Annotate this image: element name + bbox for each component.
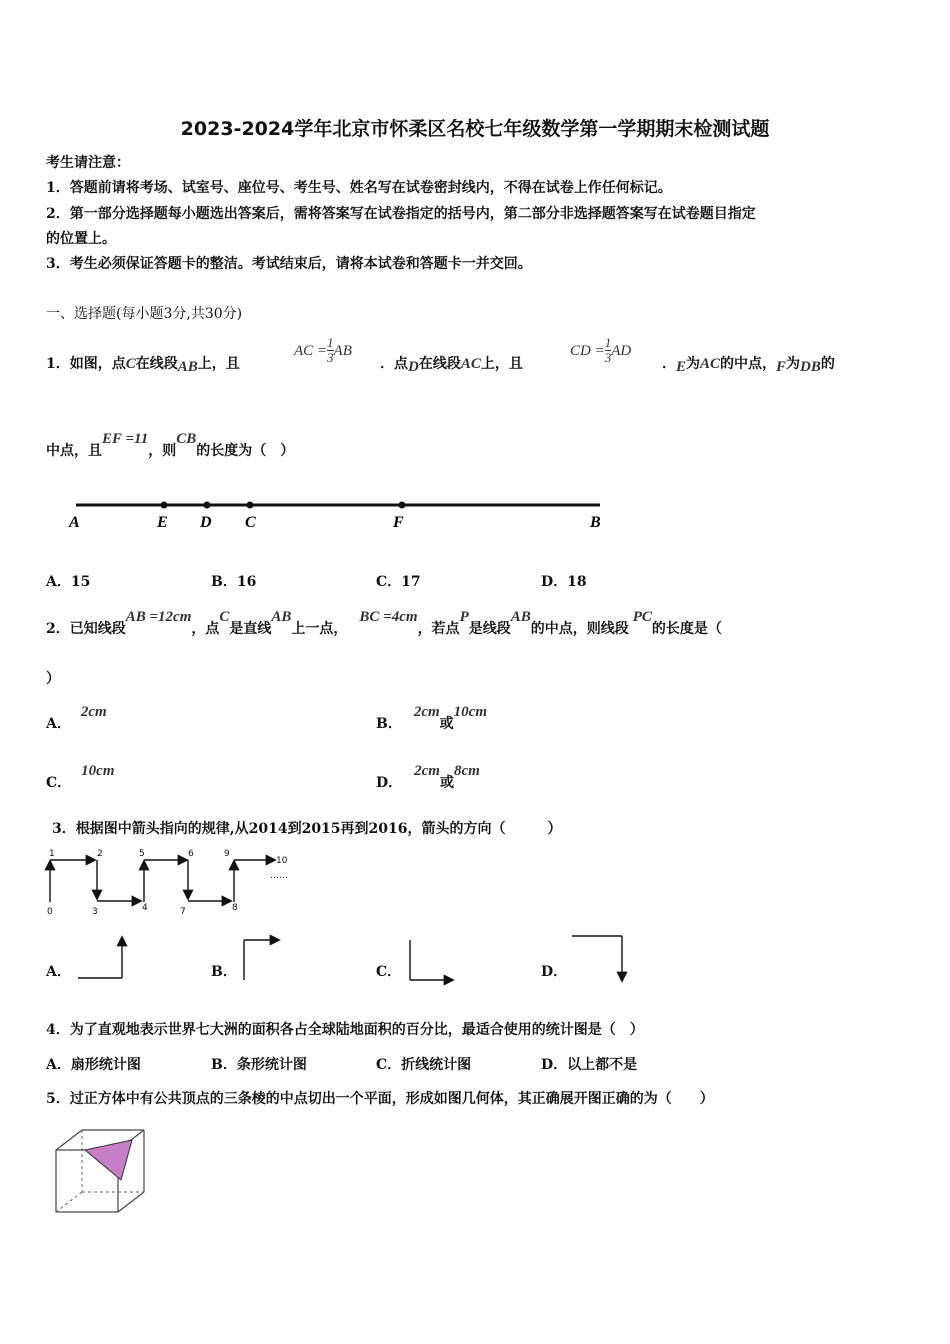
point-label-a: A xyxy=(69,514,80,531)
q4-question: 4．为了直观地表示世界七大洲的面积各占全球陆地面积的百分比，最适合使用的统计图是（ ） xyxy=(46,1022,644,1038)
q4-option-a[interactable]: A．扇形统计图 xyxy=(46,1057,141,1073)
q1-option-b[interactable]: B．16 xyxy=(211,574,257,590)
q1-line1-end: ．E为AC的中点，F为DB的 xyxy=(662,356,835,375)
point-label-f: F xyxy=(393,514,404,531)
q2-option-b[interactable]: B．2cm或10cm xyxy=(376,704,487,732)
q1-segment-figure xyxy=(60,492,620,534)
q3-num-3: 3 xyxy=(92,907,98,917)
q5-question: 5．过正方体中有公共顶点的三条棱的中点切出一个平面，形成如图几何体，其正确展开图正确的为（ ） xyxy=(46,1091,714,1107)
q1-option-a[interactable]: A．15 xyxy=(46,574,91,590)
q5-cube-figure xyxy=(50,1124,154,1218)
q3-num-8: 8 xyxy=(232,903,238,913)
q1-ac-formula: AC = $\frac{1}{3}$ AB xyxy=(294,335,352,365)
q1-option-d[interactable]: D．18 xyxy=(541,574,587,590)
q4-option-c[interactable]: C．折线统计图 xyxy=(376,1057,472,1073)
q1-line1-mid: ．点D在线段AC上，且 xyxy=(380,356,523,375)
notice-item-2: 2．第一部分选择题每小题选出答案后，需将答案写在试卷指定的括号内，第二部分非选择题答案写在试卷题目指定 xyxy=(46,206,756,222)
q3-option-d-arrow[interactable] xyxy=(568,928,630,986)
q3-option-d[interactable]: D． xyxy=(541,964,568,980)
notice-item-3: 3．考生必须保证答题卡的整洁。考试结束后，请将本试卷和答题卡一并交回。 xyxy=(46,256,532,272)
point-label-c: C xyxy=(245,514,256,531)
q1-line1: 1．如图，点C在线段AB上，且 xyxy=(46,356,240,375)
q3-option-c[interactable]: C． xyxy=(376,964,402,980)
q3-pattern-figure xyxy=(40,846,300,918)
q4-option-b[interactable]: B．条形统计图 xyxy=(211,1057,307,1073)
point-label-b: B xyxy=(590,514,601,531)
notice-item-1: 1．答题前请将考场、试室号、座位号、考生号、姓名写在试卷密封线内，不得在试卷上作任何标记。 xyxy=(46,180,672,196)
q2-option-d[interactable]: D．2cm或8cm xyxy=(376,763,480,791)
q1-line2: 中点，且EF =11，则CB的长度为（ ） xyxy=(46,431,295,459)
section-heading: 一、选择题(每小题3分,共30分) xyxy=(46,306,243,322)
q3-option-a[interactable]: A． xyxy=(46,964,71,980)
notice-heading: 考生请注意： xyxy=(46,155,130,171)
q3-num-7: 7 xyxy=(180,907,186,917)
q1-cd-formula: CD = $\frac{1}{3}$ AD xyxy=(570,335,632,365)
point-label-d: D xyxy=(200,514,212,531)
q3-num-1: 1 xyxy=(49,849,55,859)
q3-option-c-arrow[interactable] xyxy=(402,934,458,988)
q1-option-c[interactable]: C．17 xyxy=(376,574,421,590)
q3-option-a-arrow[interactable] xyxy=(74,930,130,984)
q3-num-10: 10 xyxy=(276,856,288,866)
q3-num-9: 9 xyxy=(224,849,230,859)
q3-question: 3．根据图中箭头指向的规律,从2014到2015再到2016，箭头的方向（ ） xyxy=(52,821,562,837)
q3-num-2: 2 xyxy=(97,849,103,859)
notice-item-2-cont: 的位置上。 xyxy=(46,231,116,247)
q2-line1: 2．已知线段AB =12cm，点C是直线AB上一点，BC =4cm，若点P是线段AB的中点，则线段PC的长度是（ xyxy=(46,609,722,637)
q3-num-4: 4 xyxy=(142,903,148,913)
point-label-e: E xyxy=(157,514,168,531)
q3-ellipsis: …… xyxy=(270,871,288,881)
q2-close-paren: ） xyxy=(46,671,60,687)
q3-num-0: 0 xyxy=(47,907,53,917)
q3-option-b[interactable]: B． xyxy=(211,964,237,980)
q3-option-b-arrow[interactable] xyxy=(236,930,286,984)
q5-cut-face xyxy=(85,1140,132,1180)
q4-option-d[interactable]: D．以上都不是 xyxy=(541,1057,638,1073)
q2-option-c[interactable]: C．10cm xyxy=(46,763,115,791)
page-title: 2023-2024学年北京市怀柔区名校七年级数学第一学期期末检测试题 xyxy=(180,118,770,140)
q2-option-a[interactable]: A．2cm xyxy=(46,704,107,732)
q3-num-5: 5 xyxy=(139,849,145,859)
q3-num-6: 6 xyxy=(188,849,194,859)
